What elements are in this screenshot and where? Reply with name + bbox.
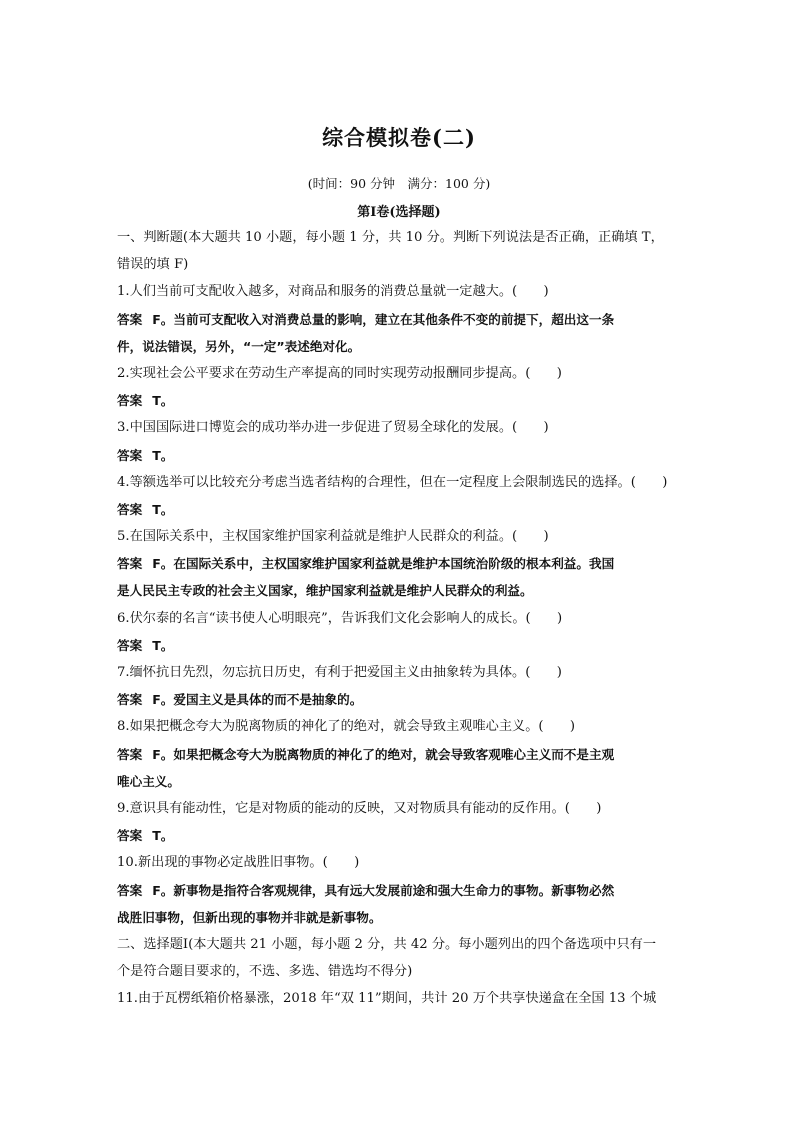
question-4: 4.等额选举可以比较充分考虑当选者结构的合理性，但在一定程度上会限制选民的选择。( ) [117, 474, 668, 490]
answer-10: 答案 F。新事物是指符合客观规律，具有远大发展前途和强大生命力的事物。新事物必然 [117, 882, 615, 898]
answer-1: 答案 F。当前可支配收入对消费总量的影响，建立在其他条件不变的前提下，超出这一条 [117, 311, 615, 327]
document-page [117, 0, 681, 1123]
answer-3: 答案 T。 [117, 447, 174, 463]
answer-8: 答案 F。如果把概念夸大为脱离物质的神化了的绝对，就会导致客观唯心主义而不是主观 [117, 746, 615, 762]
question-6: 6.伏尔泰的名言“读书使人心明眼亮”，告诉我们文化会影响人的成长。( ) [117, 610, 563, 626]
exam-body [117, 224, 681, 1012]
question-3: 3.中国国际进口博览会的成功举办进一步促进了贸易全球化的发展。( ) [117, 420, 549, 436]
answer-5-cont: 是人民民主专政的社会主义国家，维护国家利益就是维护人民群众的利益。 [117, 583, 533, 599]
answer-5: 答案 F。在国际关系中，主权国家维护国家利益就是维护本国统治阶级的根本利益。我国 [117, 556, 615, 572]
answer-tag: 答案 [117, 447, 143, 463]
answer-9: 答案 T。 [117, 828, 174, 844]
question-2: 2.实现社会公平要求在劳动生产率提高的同时实现劳动报酬同步提高。( ) [117, 365, 562, 381]
answer-tag: 答案 [117, 393, 143, 409]
answer-tag: 答案 [117, 556, 143, 572]
question-9: 9.意识具有能动性，它是对物质的能动的反映，又对物质具有能动的反作用。( ) [117, 800, 602, 816]
question-1: 1.人们当前可支配收入越多，对商品和服务的消费总量就一定越大。( ) [117, 284, 549, 300]
exam-meta: (时间：90 分钟 满分：100 分) [307, 176, 491, 191]
answer-10-cont: 战胜旧事物，但新出现的事物并非就是新事物。 [117, 909, 382, 925]
answer-tag: 答案 [117, 828, 143, 844]
answer-1-cont: 件，说法错误，另外，“一定”表述绝对化。 [117, 338, 361, 354]
answer-8-cont: 唯心主义。 [117, 773, 180, 789]
question-8: 8.如果把概念夸大为脱离物质的神化了的绝对，就会导致主观唯心主义。( ) [117, 719, 576, 735]
answer-tag: 答案 [117, 882, 143, 898]
answer-2: 答案 T。 [117, 393, 174, 409]
answer-tag: 答案 [117, 746, 143, 762]
volume-heading: 第Ⅰ卷(选择题) [357, 205, 441, 220]
section-heading-cont: 错误的填 F) [117, 257, 189, 273]
answer-4: 答案 T。 [117, 501, 174, 517]
question-10: 10.新出现的事物必定战胜旧事物。( ) [117, 855, 360, 871]
answer-tag: 答案 [117, 501, 143, 517]
answer-6: 答案 T。 [117, 637, 174, 653]
answer-tag: 答案 [117, 311, 143, 327]
answer-tag: 答案 [117, 637, 143, 653]
question-11: 11.由于瓦楞纸箱价格暴涨，2018 年“双 11”期间，共计 20 万个共享快递盒在全国 13 个城 [117, 991, 657, 1007]
section-heading: 一、判断题(本大题共 10 小题，每小题 1 分，共 10 分。判断下列说法是否正确，正确填 T， [117, 230, 664, 245]
section-heading-2-cont: 个是符合题目要求的，不选、多选、错选均不得分) [117, 964, 413, 980]
question-5: 5.在国际关系中，主权国家维护国家利益就是维护人民群众的利益。( ) [117, 529, 549, 545]
answer-7: 答案 F。爱国主义是具体的而不是抽象的。 [117, 692, 363, 708]
page-title: 综合模拟卷(二) [322, 125, 476, 150]
answer-tag: 答案 [117, 692, 143, 708]
section-heading-2: 二、选择题Ⅰ(本大题共 21 小题，每小题 2 分，共 42 分。每小题列出的四个备选项中只有一 [117, 936, 657, 952]
question-7: 7.缅怀抗日先烈，勿忘抗日历史，有利于把爱国主义由抽象转为具体。( ) [117, 665, 562, 680]
